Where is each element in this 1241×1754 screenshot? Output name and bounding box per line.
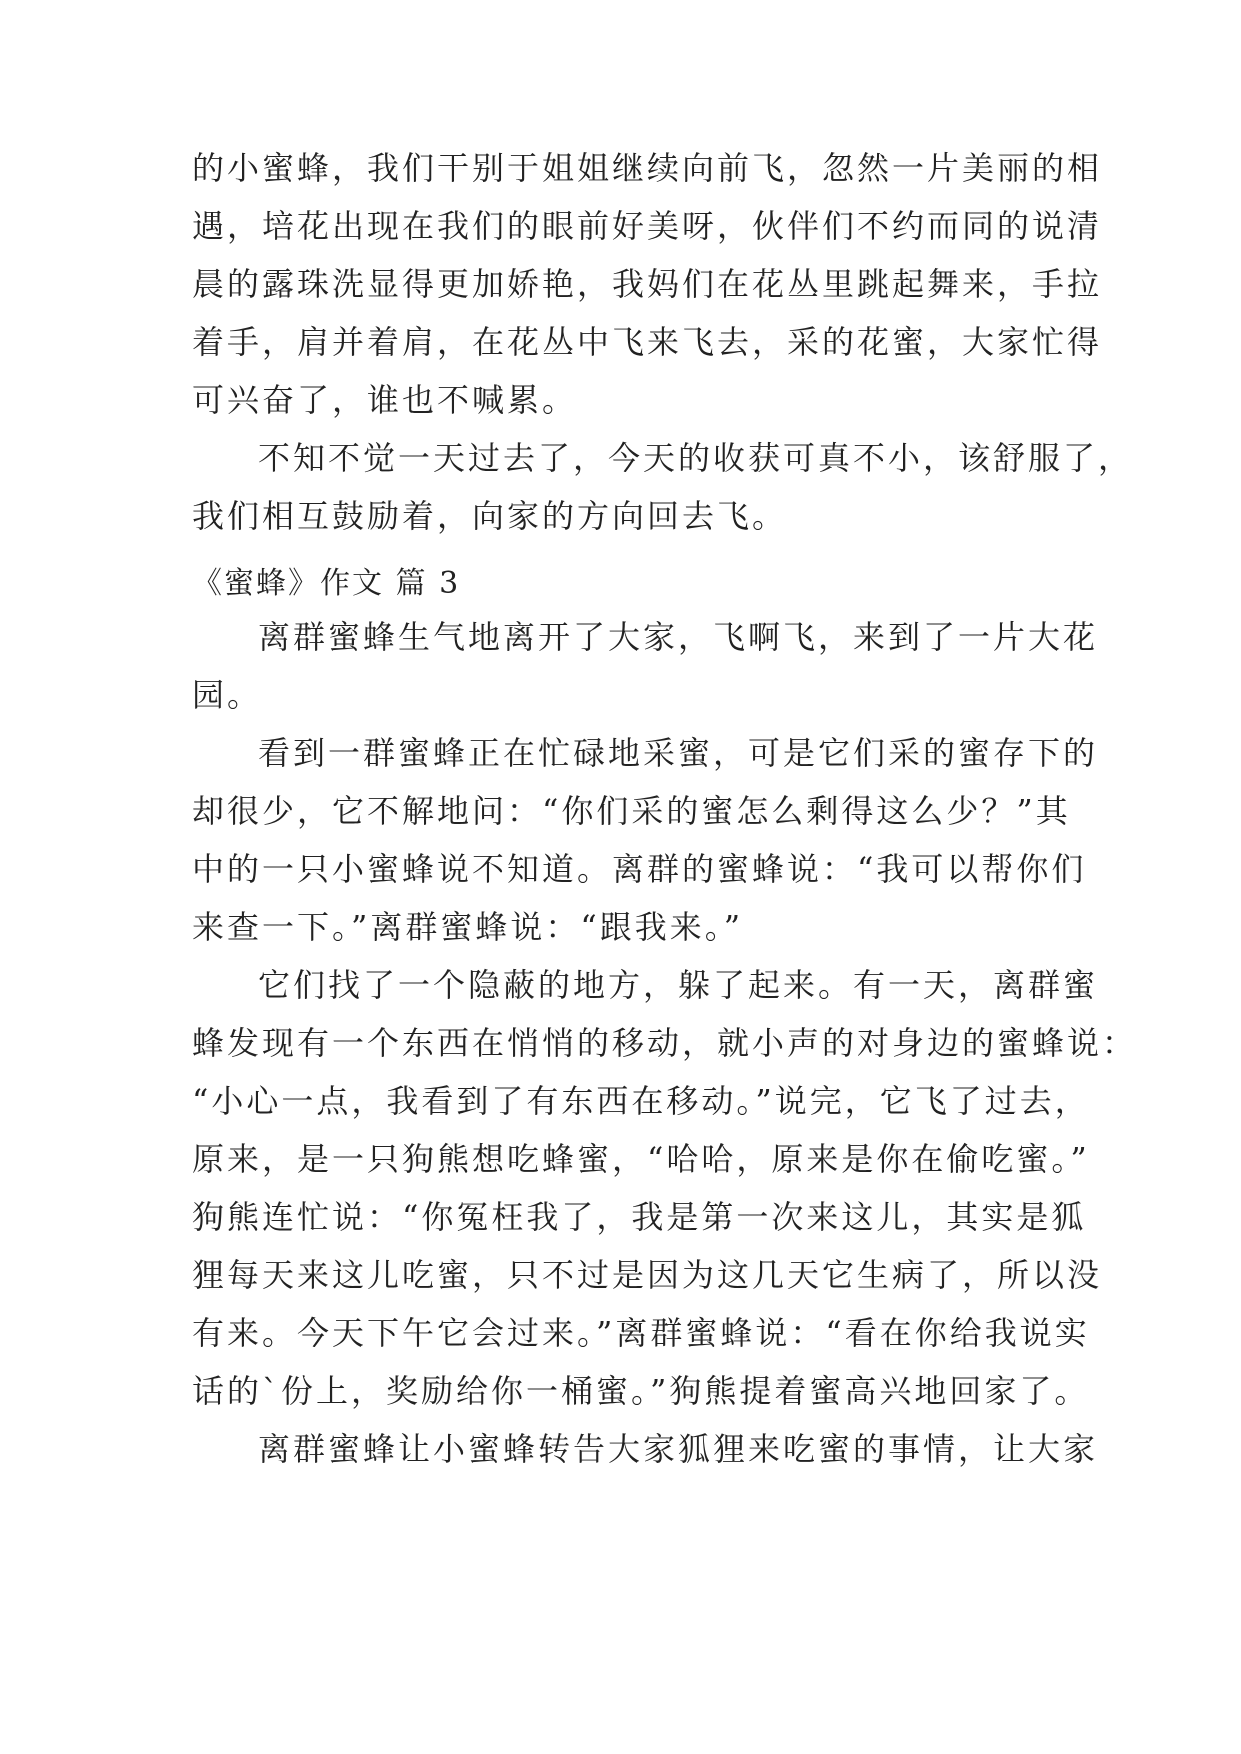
section-continuation xyxy=(192,139,1134,545)
text-line: 狸每天来这儿吃蜜，只不过是因为这几天它生病了，所以没 xyxy=(192,1256,1103,1294)
text-line: 离群蜜蜂生气地离开了大家，飞啊飞，来到了一片大花 xyxy=(258,618,1099,656)
paragraph xyxy=(192,724,1099,956)
text-line: 可兴奋了，谁也不喊累。 xyxy=(192,381,578,419)
text-line: 晨的露珠洗显得更加娇艳，我妈们在花丛里跳起舞来，手拉 xyxy=(192,265,1103,303)
text-line: 不知不觉一天过去了，今天的收获可真不小，该舒服了， xyxy=(258,439,1134,477)
essay-heading-block xyxy=(192,555,1050,613)
text-line: 离群蜜蜂让小蜜蜂转告大家狐狸来吃蜜的事情，让大家 xyxy=(258,1430,1099,1468)
paragraph xyxy=(192,956,1138,1420)
text-line: 看到一群蜜蜂正在忙碌地采蜜，可是它们采的蜜存下的 xyxy=(258,734,1099,772)
text-line: 我们相互鼓励着，向家的方向回去飞。 xyxy=(192,497,788,535)
text-line: “小心一点，我看到了有东西在移动。”说完，它飞了过去， xyxy=(192,1082,1090,1120)
text-line: 中的一只小蜜蜂说不知道。离群的蜜蜂说：“我可以帮你们 xyxy=(192,850,1087,888)
paragraph xyxy=(192,139,1103,429)
essay-heading: 《蜜蜂》作文 篇 3 xyxy=(192,566,461,601)
text-line: 蜂发现有一个东西在悄悄的移动，就小声的对身边的蜜蜂说： xyxy=(192,1024,1138,1062)
text-line: 有来。今天下午它会过来。”离群蜜蜂说：“看在你给我说实 xyxy=(192,1314,1090,1352)
text-line: 话的`份上，奖励给你一桶蜜。”狗熊提着蜜高兴地回家了。 xyxy=(192,1372,1090,1410)
section-essay-3 xyxy=(192,608,1138,1478)
text-line: 狗熊连忙说：“你冤枉我了，我是第一次来这儿，其实是狐 xyxy=(192,1198,1087,1236)
text-line: 的小蜜蜂，我们干别于姐姐继续向前飞，忽然一片美丽的相 xyxy=(192,149,1103,187)
text-line: 园。 xyxy=(192,676,263,714)
text-line: 却很少，它不解地问：“你们采的蜜怎么剩得这么少？”其 xyxy=(192,792,1071,830)
paragraph xyxy=(192,608,1099,724)
paragraph xyxy=(192,429,1134,545)
paragraph xyxy=(192,1420,1099,1478)
text-line: 着手，肩并着肩，在花丛中飞来飞去，采的花蜜，大家忙得 xyxy=(192,323,1103,361)
text-line: 原来，是一只狗熊想吃蜂蜜，“哈哈，原来是你在偷吃蜜。” xyxy=(192,1140,1090,1178)
text-line: 遇，培花出现在我们的眼前好美呀，伙伴们不约而同的说清 xyxy=(192,207,1103,245)
text-line: 它们找了一个隐蔽的地方，躲了起来。有一天，离群蜜 xyxy=(258,966,1099,1004)
text-line: 来查一下。”离群蜜蜂说：“跟我来。” xyxy=(192,908,744,946)
